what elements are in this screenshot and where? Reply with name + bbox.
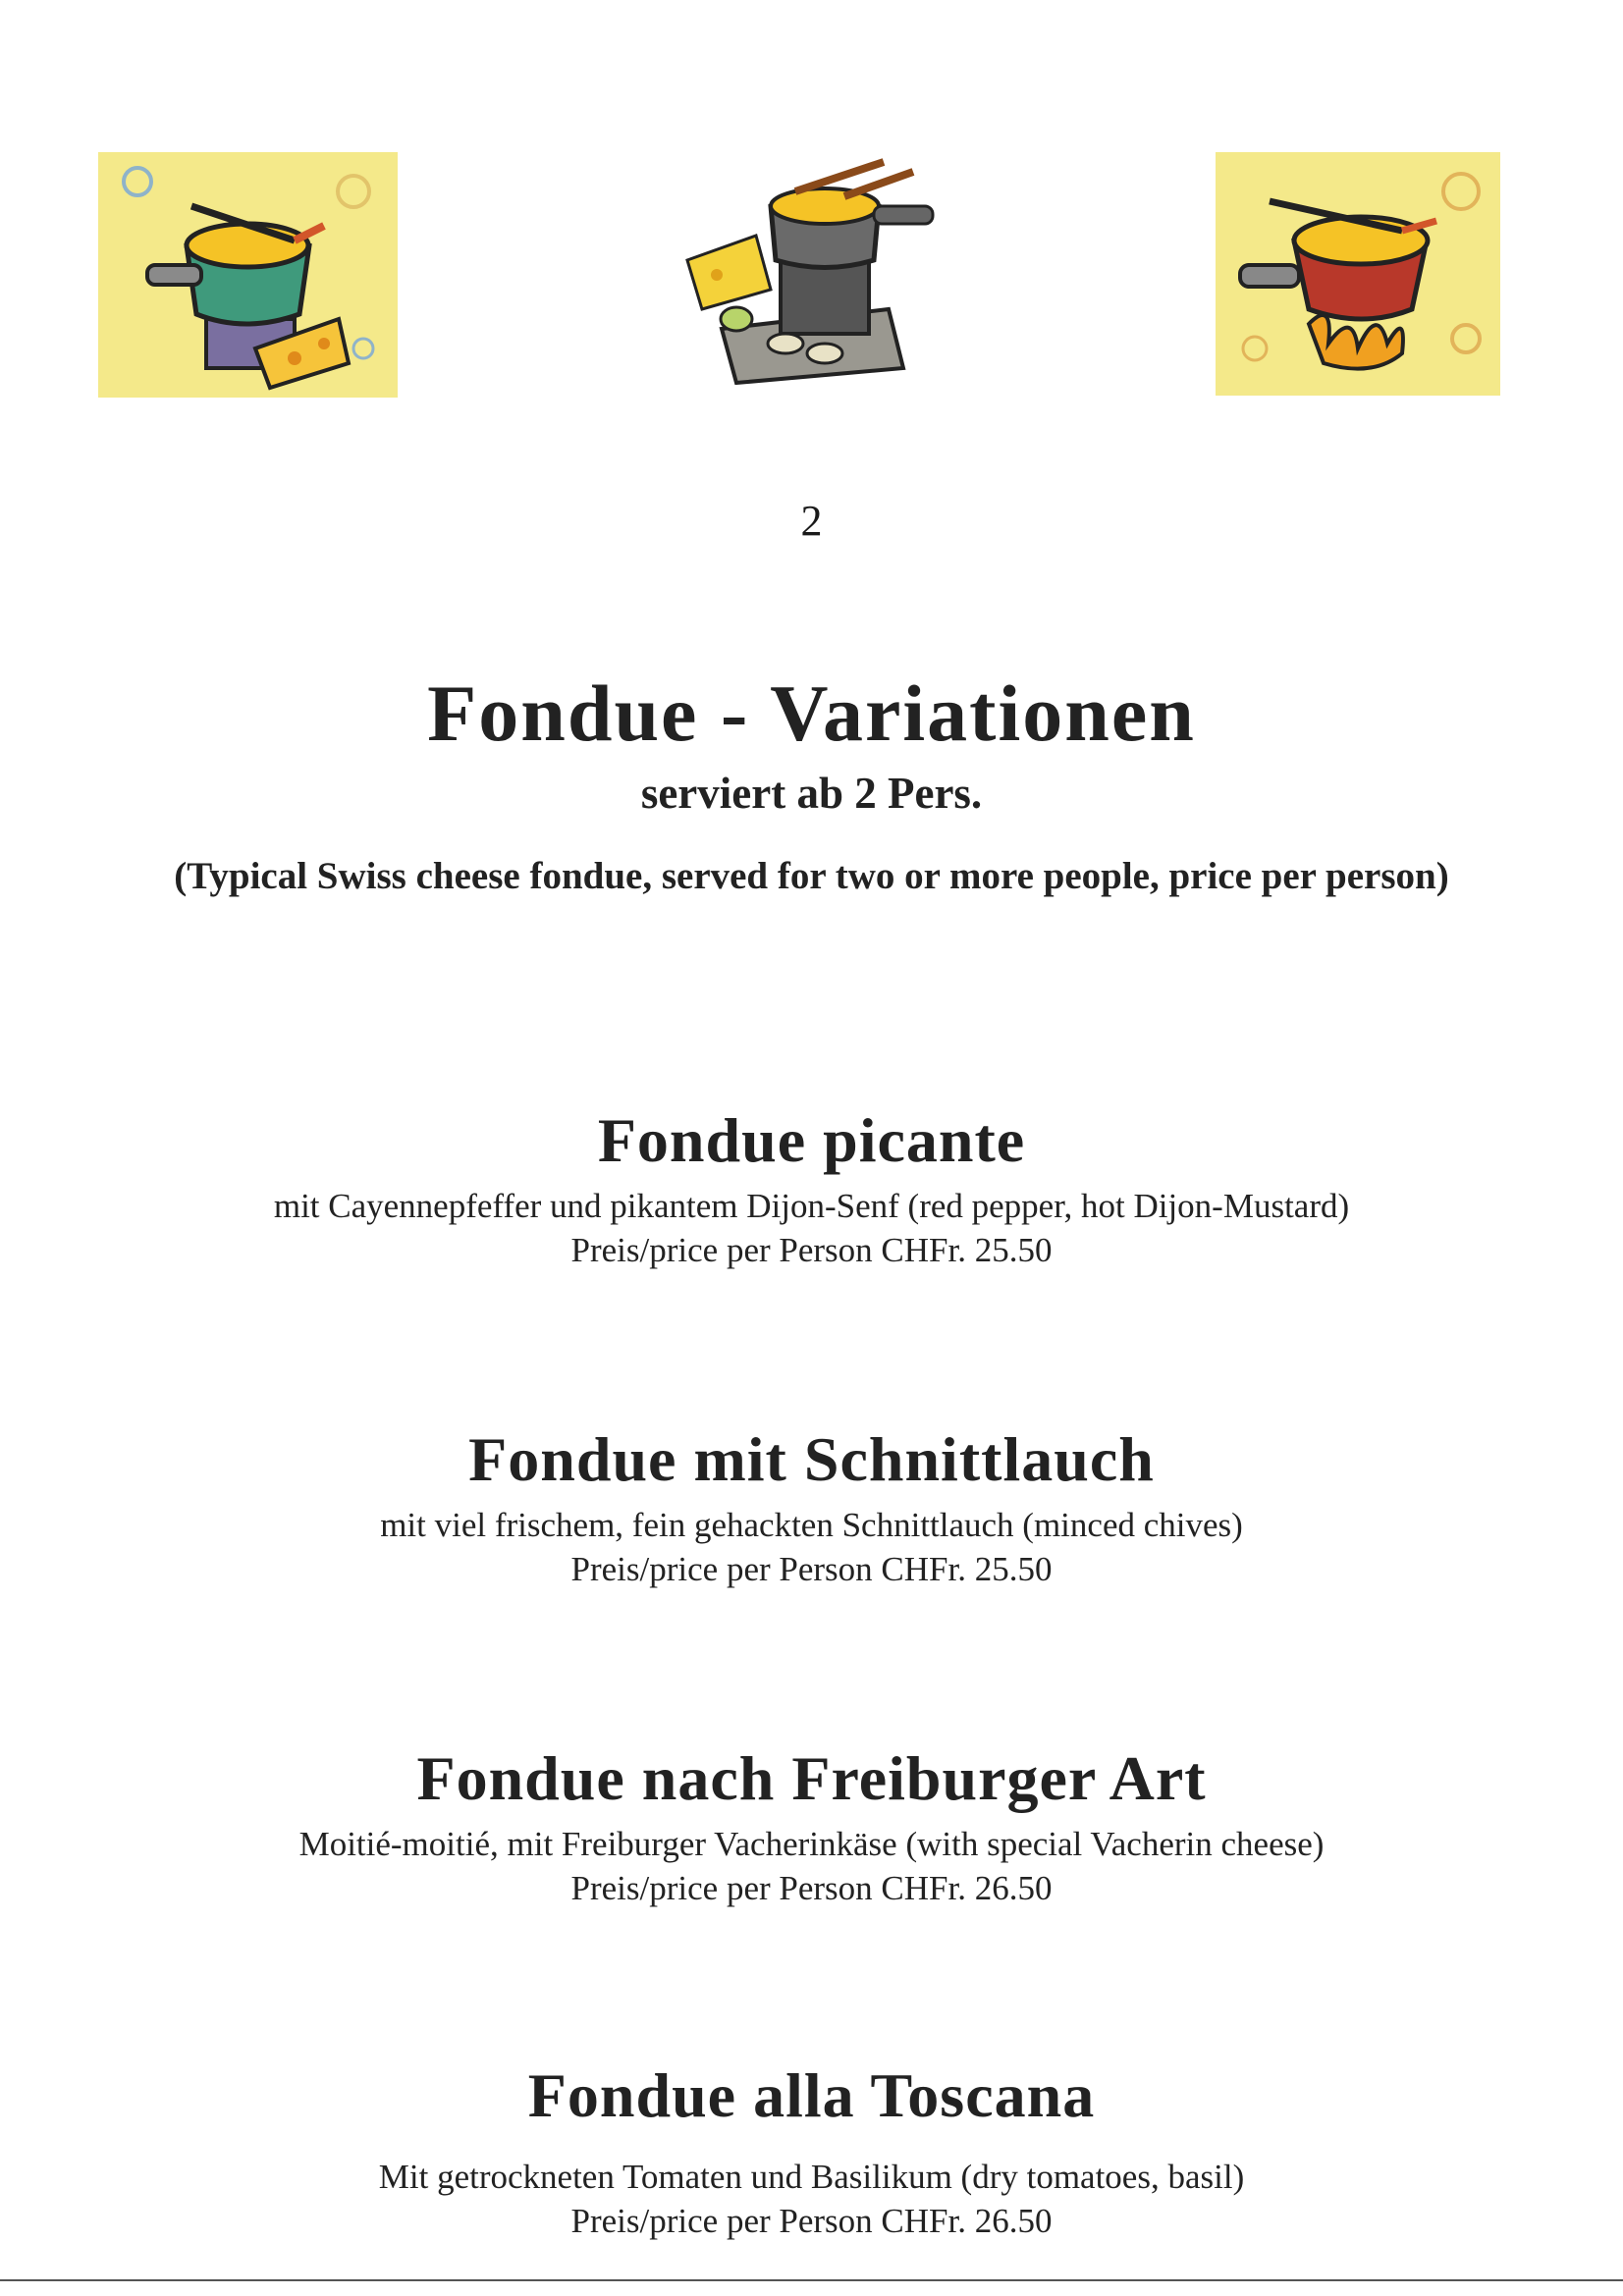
- menu-item-description: Mit getrockneten Tomaten und Basilikum (dry tomatoes, basil): [378, 2158, 1245, 2196]
- english-note: (Typical Swiss cheese fondue, served for two or more people, price per person): [174, 855, 1449, 897]
- menu-item-description: mit viel frischem, fein gehackten Schnittlauch (minced chives): [380, 1506, 1243, 1544]
- menu-item-price: Preis/price per Person CHFr. 25.50: [570, 1550, 1053, 1588]
- page-title: Fondue - Variationen: [427, 668, 1196, 758]
- fondue-set-icon: [677, 152, 952, 388]
- menu-item-name: Fondue nach Freiburger Art: [416, 1743, 1207, 1813]
- bottom-divider: [0, 2279, 1623, 2281]
- menu-item-description: Moitié-moitié, mit Freiburger Vacherinkäse (with special Vacherin cheese): [298, 1825, 1325, 1863]
- menu-item-price: Preis/price per Person CHFr. 26.50: [570, 2202, 1053, 2240]
- page-number: 2: [800, 497, 823, 545]
- fondue-pot-flame-icon: [1216, 152, 1500, 396]
- menu-item-price: Preis/price per Person CHFr. 25.50: [570, 1231, 1053, 1269]
- menu-item-name: Fondue picante: [597, 1105, 1026, 1175]
- fondue-pot-cheese-icon: [98, 152, 398, 398]
- menu-item-price: Preis/price per Person CHFr. 26.50: [570, 1869, 1053, 1907]
- menu-item-description: mit Cayennepfeffer und pikantem Dijon-Senf (red pepper, hot Dijon-Mustard): [273, 1187, 1350, 1225]
- menu-item-name: Fondue alla Toscana: [527, 2060, 1096, 2130]
- menu-item-name: Fondue mit Schnittlauch: [468, 1424, 1155, 1494]
- page-subtitle: serviert ab 2 Pers.: [640, 769, 983, 818]
